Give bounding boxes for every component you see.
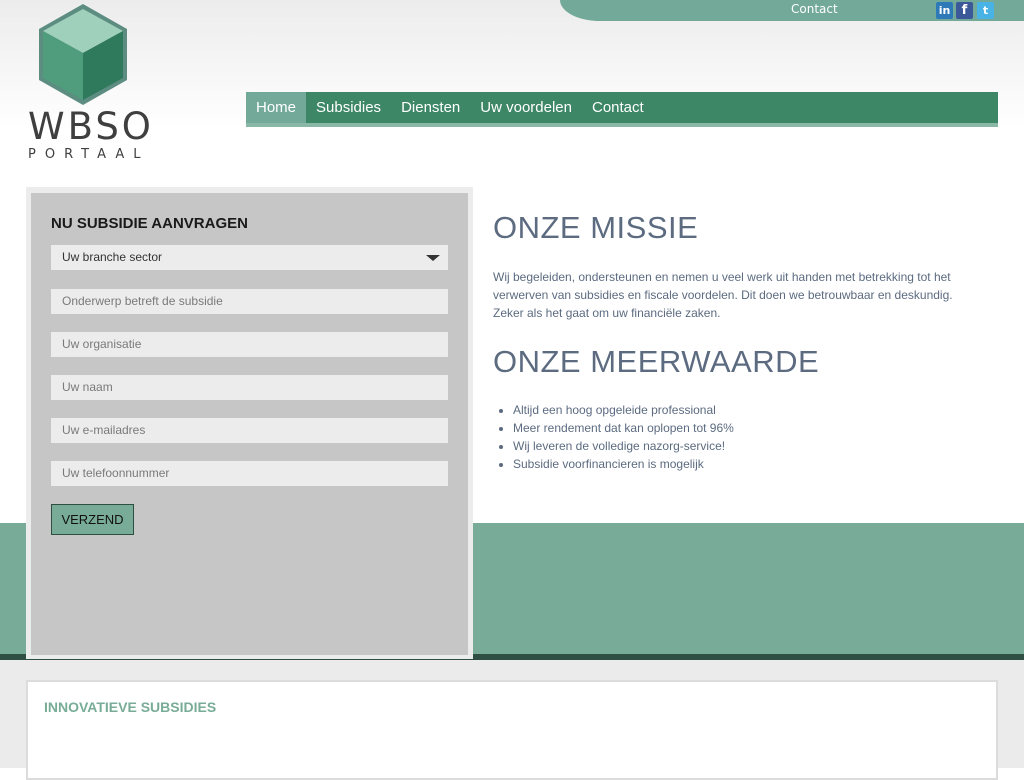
organisatie-input[interactable]: Uw organisatie <box>51 332 448 357</box>
logo-word: WBSO <box>28 105 154 148</box>
form-title: NU SUBSIDIE AANVRAGEN <box>51 215 248 232</box>
top-contact-link[interactable]: Contact <box>791 2 838 16</box>
email-input[interactable]: Uw e-mailadres <box>51 418 448 443</box>
list-item: • Meer rendement dat kan oplopen tot 96% <box>513 419 734 437</box>
nav-item-contact[interactable]: Contact <box>591 99 644 116</box>
list-item: • Wij leveren de volledige nazorg-service! <box>513 437 734 455</box>
naam-input[interactable]: Uw naam <box>51 375 448 400</box>
logo-subtitle: PORTAAL <box>28 147 150 162</box>
meerwaarde-heading: ONZE MEERWAARDE <box>493 344 820 379</box>
telefoon-input[interactable]: Uw telefoonnummer <box>51 461 448 486</box>
missie-line-2: verwerven van subsidies en fiscale voordelen. Dit doen we betrouwbaar en deskundig. <box>493 288 953 302</box>
nav-item-diensten[interactable]: Diensten <box>401 99 461 116</box>
missie-line-3: Zeker als het gaat om uw financiële zaken. <box>493 306 721 320</box>
missie-heading: ONZE MISSIE <box>493 210 699 245</box>
submit-button[interactable]: VERZEND <box>51 504 134 535</box>
twitter-icon[interactable]: t <box>977 2 994 19</box>
missie-line-1: Wij begeleiden, ondersteunen en nemen u veel werk uit handen met betrekking tot het <box>493 270 951 284</box>
innovatieve-subsidies-box <box>26 680 998 780</box>
onderwerp-input[interactable]: Onderwerp betreft de subsidie <box>51 289 448 314</box>
nav-item-uw-voordelen[interactable]: Uw voordelen <box>480 99 572 116</box>
sector-select[interactable] <box>51 245 448 270</box>
nav-item-home[interactable]: Home <box>246 92 306 123</box>
missie-paragraph <box>493 268 983 322</box>
facebook-icon[interactable]: f <box>956 2 973 19</box>
sector-select-value: Uw branche sector <box>62 250 163 264</box>
list-item: • Subsidie voorfinancieren is mogelijk <box>513 455 734 473</box>
nav-item-subsidies[interactable]: Subsidies <box>316 99 382 116</box>
main-nav <box>246 92 998 127</box>
list-item: • Altijd een hoog opgeleide professional <box>513 401 734 419</box>
chevron-down-icon <box>426 255 440 261</box>
innovatieve-subsidies-title: INNOVATIEVE SUBSIDIES <box>44 699 217 715</box>
linkedin-icon[interactable]: in <box>936 2 953 19</box>
meerwaarde-list <box>493 401 734 473</box>
